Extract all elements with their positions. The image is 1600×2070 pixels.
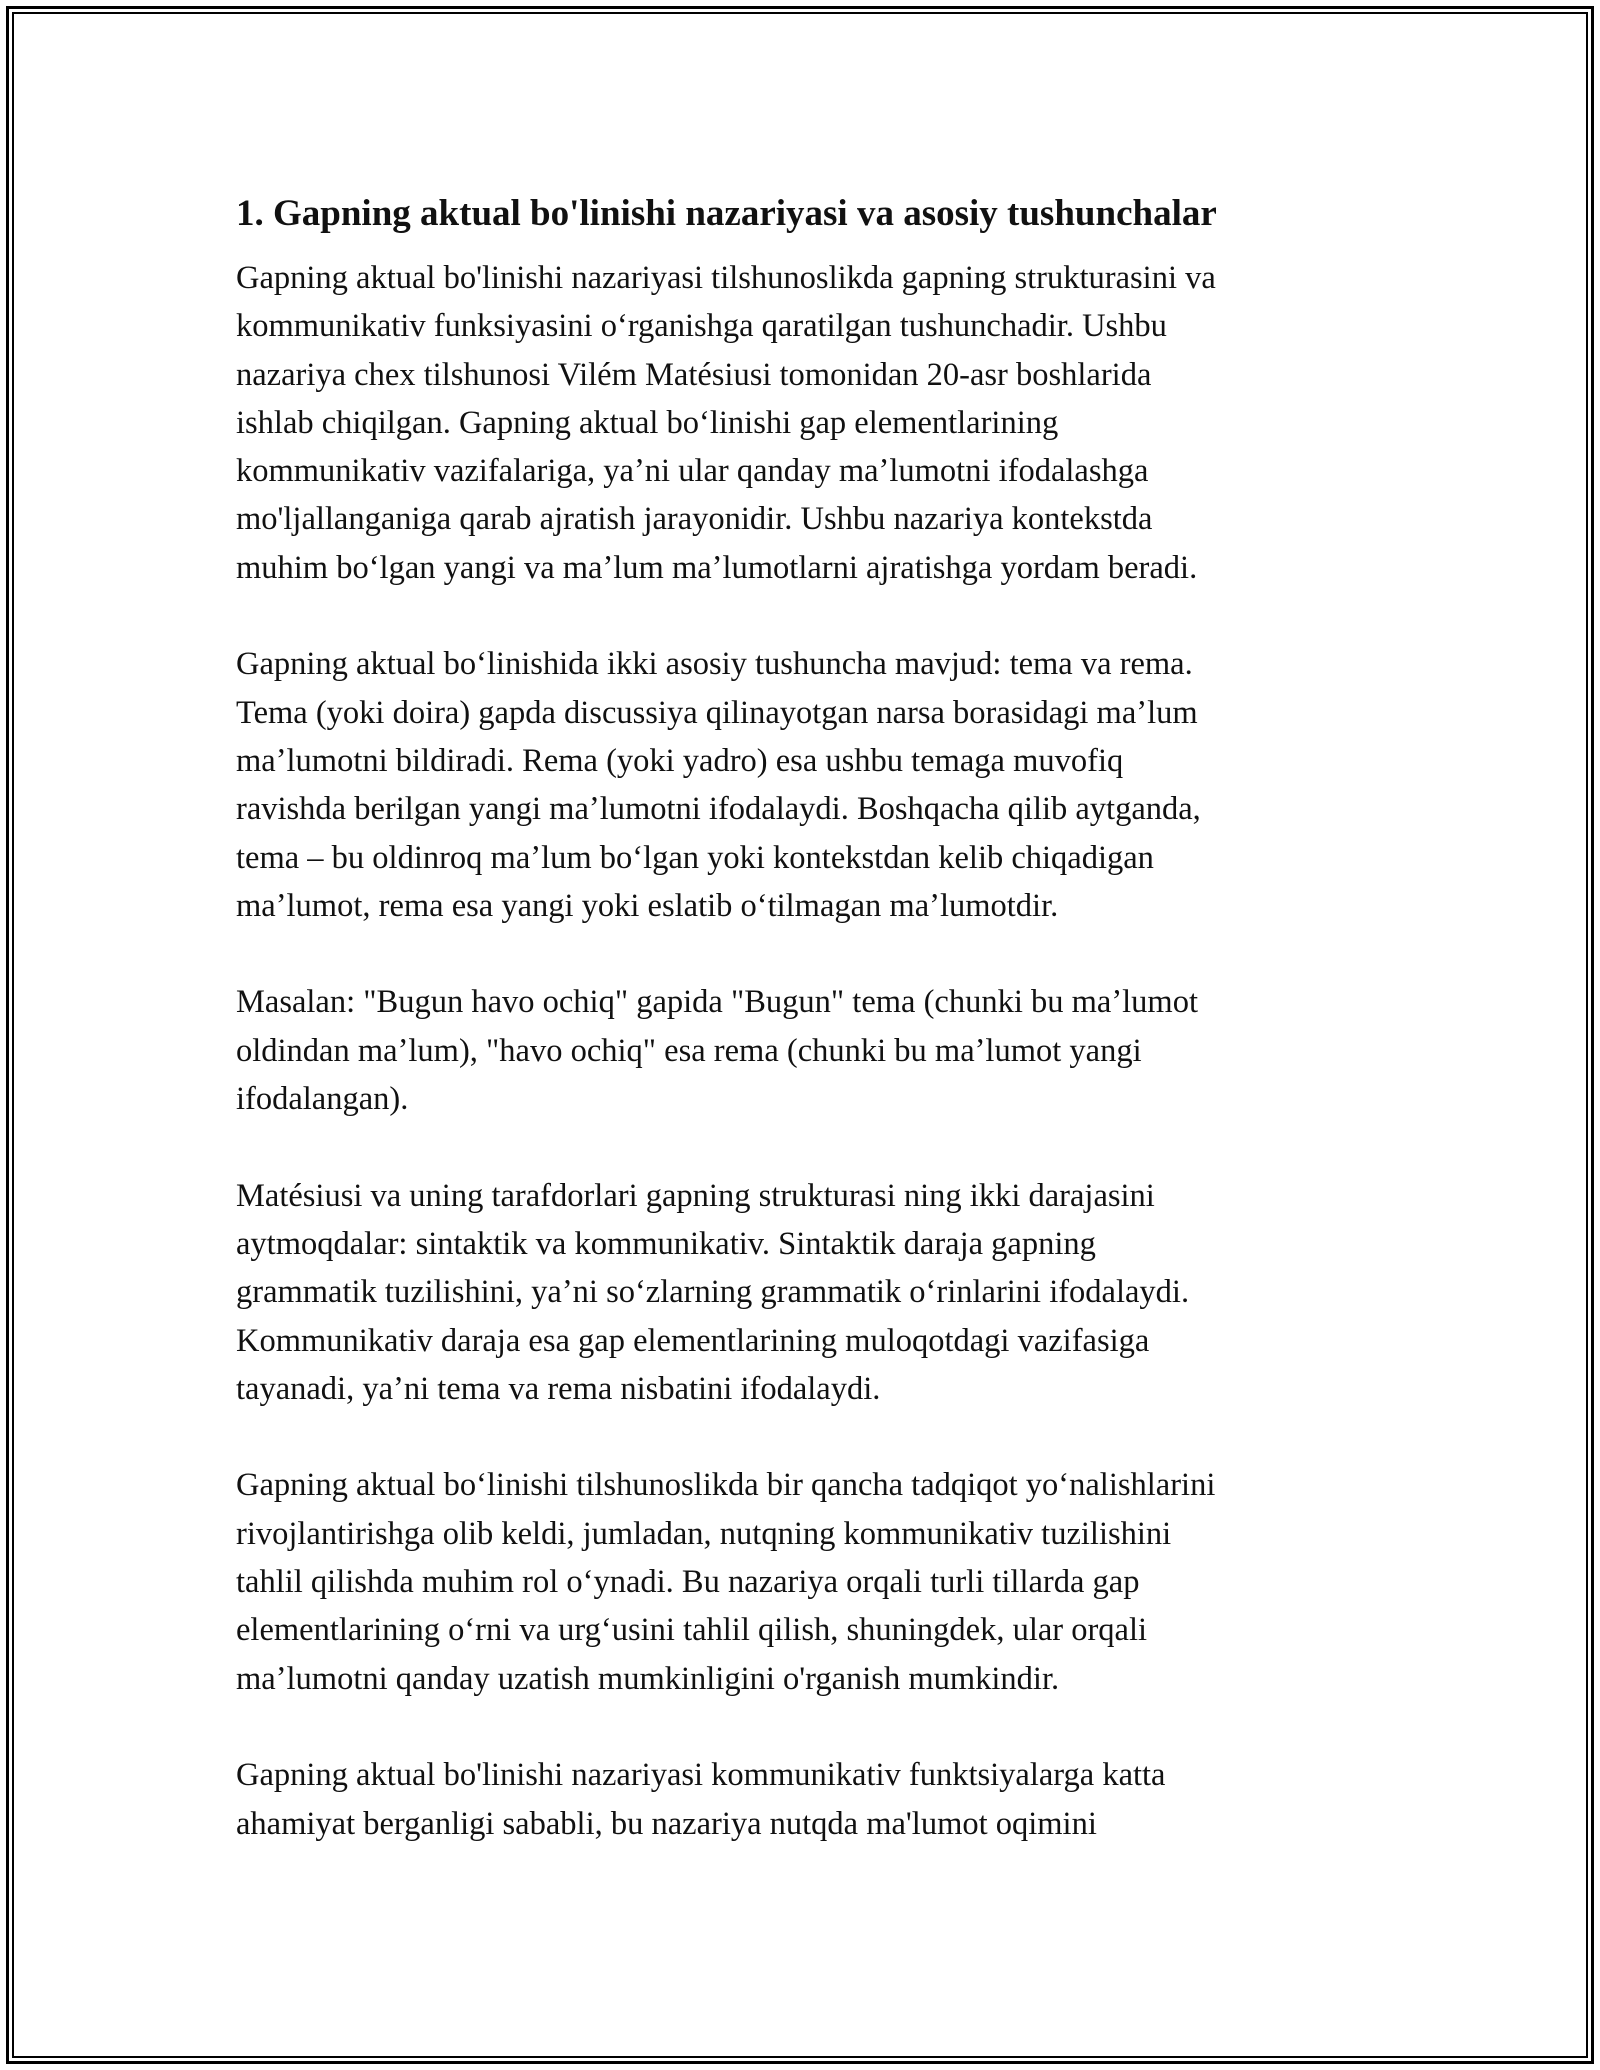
text-line: maʼlumotni qanday uzatish mumkinligini o'rganish mumkindir. [236, 1660, 1060, 1697]
text-line: ifodalangan). [236, 1081, 409, 1118]
paragraph-4 [236, 1172, 1386, 1413]
text-line: Gapning aktual boʻlinishida ikki asosiy tushuncha mavjud: tema va rema. [236, 646, 1193, 683]
text-line: Gapning aktual bo'linishi nazariyasi kommunikativ funktsiyalarga katta [236, 1757, 1166, 1794]
text-line: maʼlumot, rema esa yangi yoki eslatib oʻtilmagan maʼlumotdir. [236, 887, 1059, 924]
paragraph-5 [236, 1461, 1386, 1702]
text-line: ravishda berilgan yangi maʼlumotni ifodalaydi. Boshqacha qilib aytganda, [236, 791, 1201, 828]
text-line: Masalan: "Bugun havo ochiq" gapida "Bugun" tema (chunki bu maʼlumot [236, 984, 1198, 1021]
text-line: Tema (yoki doira) gapda discussiya qilinayotgan narsa borasidagi maʼlum [236, 694, 1198, 731]
text-line: Gapning aktual bo'linishi nazariyasi tilshunoslikda gapning strukturasini va [236, 260, 1216, 296]
text-line: tema – bu oldinroq maʼlum boʻlgan yoki kontekstdan kelib chiqadigan [236, 839, 1154, 876]
text-line: rivojlantirishga olib keldi, jumladan, nutqning kommunikativ tuzilishini [236, 1515, 1172, 1552]
text-line: mo'ljallanganiga qarab ajratish jarayonidir. Ushbu nazariya kontekstda [236, 501, 1153, 538]
text-line: maʼlumotni bildiradi. Rema (yoki yadro) esa ushbu temaga muvofiq [236, 742, 1124, 779]
paragraph-3 [236, 978, 1386, 1123]
text-line: kommunikativ funksiyasini oʻrganishga qaratilgan tushunchadir. Ushbu [236, 308, 1167, 345]
section-heading: 1. Gapning aktual bo'linishi nazariyasi va asosiy tushunchalar [236, 193, 1217, 234]
text-line: oldindan maʼlum), "havo ochiq" esa rema (chunki bu maʼlumot yangi [236, 1032, 1142, 1069]
text-line: Matésiusi va uning tarafdorlari gapning strukturasi ning ikki darajasini [236, 1177, 1155, 1214]
text-line: aytmoqdalar: sintaktik va kommunikativ. Sintaktik daraja gapning [236, 1225, 1096, 1262]
text-line: ahamiyat berganligi sababli, bu nazariya nutqda ma'lumot oqimini [236, 1805, 1097, 1842]
text-line: grammatik tuzilishini, yaʼni soʻzlarning grammatik oʻrinlarini ifodalaydi. [236, 1274, 1190, 1311]
text-line: kommunikativ vazifalariga, yaʼni ular qanday maʼlumotni ifodalashga [236, 453, 1149, 490]
paragraph-6 [236, 1751, 1386, 1848]
document-body [236, 184, 1386, 1896]
text-line: Kommunikativ daraja esa gap elementlarining muloqotdagi vazifasiga [236, 1322, 1150, 1359]
text-line: muhim boʻlgan yangi va maʼlum maʼlumotlarni ajratishga yordam beradi. [236, 549, 1198, 586]
text-line: nazariya chex tilshunosi Vilém Matésiusi tomonidan 20-asr boshlarida [236, 356, 1152, 393]
paragraph-1 [236, 254, 1386, 592]
text-line: ishlab chiqilgan. Gapning aktual boʻlinishi gap elementlarining [236, 404, 1059, 441]
text-line: tayanadi, yaʼni tema va rema nisbatini ifodalaydi. [236, 1370, 881, 1407]
text-line: elementlarining oʻrni va urgʻusini tahlil qilish, shuningdek, ular orqali [236, 1612, 1148, 1649]
text-line: tahlil qilishda muhim rol oʻynadi. Bu nazariya orqali turli tillarda gap [236, 1564, 1140, 1601]
paragraph-2 [236, 640, 1386, 930]
text-line: Gapning aktual boʻlinishi tilshunoslikda bir qancha tadqiqot yoʻnalishlarini [236, 1467, 1216, 1504]
